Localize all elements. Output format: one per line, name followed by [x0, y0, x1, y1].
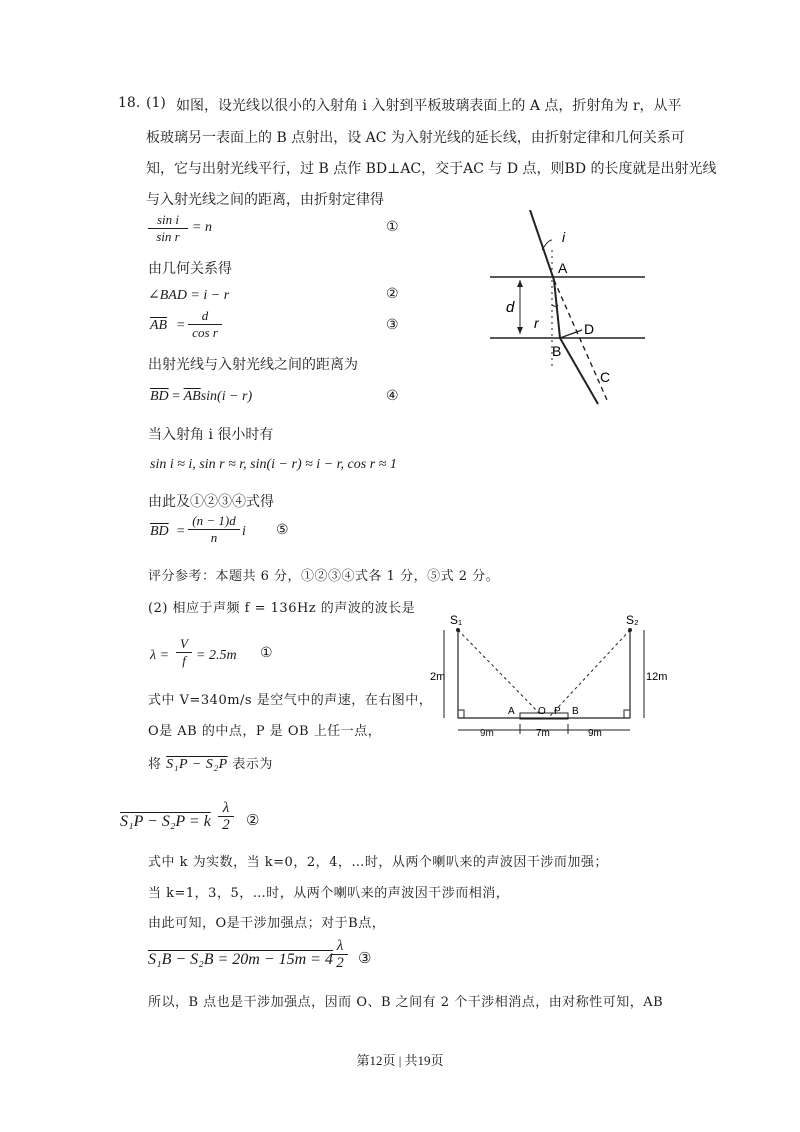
part2-line-3-expr: S₁P − S₂P	[166, 757, 228, 772]
label-i: i	[562, 229, 566, 245]
eq3-lhs: $\overline{AB}$	[150, 318, 168, 333]
label-A: A	[508, 706, 515, 717]
eq5-equals: =	[176, 524, 186, 539]
eq3-numerator: d	[188, 308, 222, 325]
label-O: O	[538, 706, 546, 717]
eq1-rhs: = n	[192, 220, 212, 235]
equation-4: $\overline{BD} = \overline{AB}\sin(i - r)$	[150, 389, 253, 404]
refracted-ray	[554, 280, 560, 338]
equation-mark-2: ②	[386, 287, 399, 302]
path-S2-P	[550, 630, 630, 716]
scoring-reference: 评分参考：本题共 6 分，①②③④式各 1 分，⑤式 2 分。	[148, 569, 500, 584]
label-A: A	[558, 260, 568, 276]
equation-6-fraction	[176, 636, 192, 669]
eq8-lhs: S₁B − S₂B = 20m − 15m = 4	[148, 951, 333, 968]
label-P: P	[554, 706, 561, 717]
equation-2: ∠BAD = i − r	[148, 288, 230, 303]
part1-label: (1)	[146, 95, 166, 111]
equation-mark-1: ①	[386, 220, 399, 235]
part1-line-2: 板玻璃另一表面上的 B 点射出，设 AC 为入射光线的延长线，由折射定律和几何关系可	[146, 130, 685, 146]
distance-text: 出射光线与入射光线之间的距离为	[148, 357, 358, 373]
eq6-denominator: f	[182, 653, 186, 668]
angle-i-arc	[542, 240, 552, 250]
problem-number: 18.	[118, 95, 141, 111]
speaker-interference-figure	[430, 610, 700, 740]
equation-7-fraction	[218, 800, 234, 833]
right-angle-right	[624, 710, 630, 718]
perpendicular-BD	[560, 330, 582, 338]
eq4-lhs: $\overline{BD}$	[150, 389, 169, 404]
label-B: B	[572, 706, 579, 717]
eq3-equals: =	[176, 318, 186, 333]
right-angle-left	[458, 710, 464, 718]
eq5-lhs: $\overline{BD}$	[150, 524, 169, 539]
eq1-numerator: sin i	[148, 212, 188, 229]
label-C: C	[600, 369, 611, 385]
equation-mark-8: ③	[358, 951, 372, 967]
part2-line-5: 当 k=1，3，5，…时，从两个喇叭来的声波因干涉而相消，	[148, 886, 510, 901]
part1-line-4: 与入射光线之间的距离，由折射定律得	[146, 192, 384, 208]
eq4-rest: sin(i − r)	[200, 389, 253, 404]
part2-line-3-pre: 将	[148, 757, 162, 772]
label-S1: S₁	[450, 613, 463, 627]
label-r: r	[534, 315, 539, 331]
equation-mark-6: ①	[260, 646, 273, 661]
part1-line-1: 如图，设光线以很小的入射角 i 入射到平板玻璃表面上的 A 点，折射角为 r，从平	[176, 98, 682, 114]
page-footer: 第12页 | 共19页	[356, 1053, 444, 1068]
eq7-denominator: 2	[222, 817, 230, 833]
part2-line-2: O是 AB 的中点，P 是 OB 上任一点，	[148, 724, 382, 739]
equation-1-fraction	[148, 212, 188, 245]
eq7-lhs: S₁P − S₂P = k	[120, 813, 211, 830]
approximation-equation: sin i ≈ i, sin r ≈ r, sin(i − r) ≈ i − r, cos r ≈ 1	[150, 457, 397, 472]
eq8-denominator: 2	[336, 955, 344, 971]
dist-right: 9m	[588, 728, 602, 739]
small-angle-text: 当入射角 i 很小时有	[148, 427, 274, 443]
part1-line-3: 知，它与出射光线平行，过 B 点作 BD⊥AC，交于AC 与 D 点，则BD 的长度就是出射光线	[146, 161, 717, 177]
equation-5-fraction	[188, 513, 240, 546]
right-height-label: 12m	[646, 671, 668, 683]
label-B: B	[552, 343, 562, 359]
thickness-arrow-head-bottom	[517, 327, 523, 334]
eq7-numerator: λ	[218, 800, 234, 817]
eq1-denominator: sin r	[156, 229, 180, 244]
equation-8-fraction	[332, 938, 348, 971]
eq6-rhs: = 2.5m	[196, 648, 237, 663]
geometry-text: 由几何关系得	[148, 261, 232, 277]
eq5-numerator: (n − 1)d	[188, 513, 240, 530]
label-S2: S₂	[626, 613, 639, 627]
part2-line-4: 式中 k 为实数，当 k=0，2，4，…时，从两个喇叭来的声波因干涉而加强；	[148, 855, 608, 870]
equation-mark-7: ②	[246, 813, 260, 829]
thickness-arrow-head-top	[517, 280, 523, 287]
eq3-denominator: cos r	[192, 325, 218, 340]
eq5-tail: i	[242, 524, 246, 539]
eq6-numerator: V	[176, 636, 192, 653]
part2-line-1: 式中 V=340m/s 是空气中的声速，在右图中，	[148, 693, 433, 708]
dist-left: 9m	[480, 728, 494, 739]
eq6-lhs: λ =	[150, 648, 170, 663]
part2-line-3	[148, 753, 273, 773]
glass-refraction-figure	[490, 210, 650, 410]
equation-mark-5: ⑤	[276, 523, 289, 538]
eq5-denominator: n	[210, 530, 218, 545]
path-S1-P	[458, 630, 542, 716]
from-text: 由此及①②③④式得	[148, 494, 274, 510]
left-height-label: 2m	[430, 671, 446, 683]
incident-ray	[530, 210, 554, 280]
label-D: D	[584, 321, 595, 337]
dist-mid: 7m	[536, 728, 550, 739]
part2-line-3-post: 表示为	[232, 757, 273, 772]
equation-3-fraction	[188, 308, 222, 341]
part2-line-7: 所以，B 点也是干涉加强点，因而 O、B 之间有 2 个干涉相消点，由对称性可知，AB	[148, 995, 664, 1010]
equation-mark-3: ③	[386, 318, 399, 333]
eq8-numerator: λ	[332, 938, 348, 955]
exit-ray	[560, 338, 598, 404]
eq4-mid: $\overline{AB}$	[183, 389, 201, 404]
equation-mark-4: ④	[386, 389, 399, 404]
part2-intro: (2) 相应于声频 f = 136Hz 的声波的波长是	[148, 601, 416, 616]
part2-line-6: 由此可知，O是干涉加强点；对于B点，	[148, 916, 386, 931]
label-d: d	[506, 299, 515, 316]
